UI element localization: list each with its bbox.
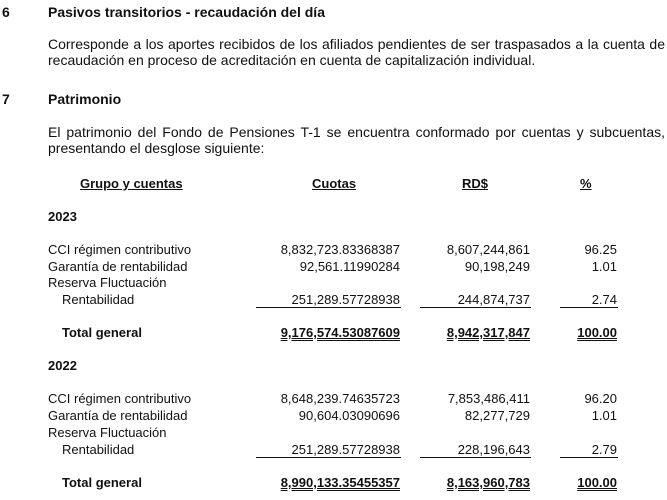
row-rd: 244,874,737 <box>457 292 530 307</box>
section-6-body: Corresponde a los aportes recibidos de los afiliados pendientes de ser traspasados a la cuenta de recaudación en proceso de acreditación en cuenta de capitalización individual. <box>48 36 665 68</box>
row-cuotas: 92,561.11990284 <box>299 259 400 274</box>
subtotal-underline <box>420 307 531 308</box>
section-6-title: Pasivos transitorios - recaudación del día <box>48 4 325 20</box>
row-cuotas: 251,289.57728938 <box>291 442 400 457</box>
total-label: Total general <box>62 325 142 340</box>
row-cuotas: 251,289.57728938 <box>291 292 400 307</box>
row-rd: 7,853,486,411 <box>447 391 530 406</box>
section-6-number: 6 <box>2 4 10 20</box>
header-group-accounts: Grupo y cuentas <box>80 176 183 191</box>
row-rd: 228,196,643 <box>457 442 530 457</box>
row-label: Rentabilidad <box>62 442 135 457</box>
row-rd: 90,198,249 <box>464 259 530 274</box>
row-percent: 1.01 <box>591 408 617 423</box>
subtotal-underline <box>560 457 618 458</box>
total-percent: 100.00 <box>577 325 617 340</box>
year-2023-label: 2023 <box>48 209 77 224</box>
row-label: CCI régimen contributivo <box>48 391 192 406</box>
year-2022-label: 2022 <box>48 358 77 373</box>
subtotal-underline <box>256 457 401 458</box>
row-label: Garantía de rentabilidad <box>48 408 188 423</box>
header-percent: % <box>580 176 592 191</box>
section-7-body: El patrimonio del Fondo de Pensiones T-1 se encuentra conformado por cuentas y subcuentas, presentando el desglose siguiente: <box>48 124 665 156</box>
row-label: Reserva Fluctuación <box>48 275 167 290</box>
subtotal-underline <box>420 457 531 458</box>
total-cuotas: 8,990,133.35455357 <box>280 475 400 490</box>
total-cuotas: 9,176,574.53087609 <box>280 325 400 340</box>
row-cuotas: 90,604.03090696 <box>298 408 400 423</box>
row-label: Rentabilidad <box>62 292 135 307</box>
section-7-title: Patrimonio <box>48 91 122 107</box>
row-cuotas: 8,832,723.83368387 <box>280 242 400 257</box>
row-percent: 96.25 <box>584 242 617 257</box>
header-cuotas: Cuotas <box>312 176 357 191</box>
header-rd: RD$ <box>462 176 489 191</box>
section-7-number: 7 <box>2 91 10 107</box>
row-percent: 2.79 <box>591 442 617 457</box>
row-rd: 82,277,729 <box>464 408 530 423</box>
row-label: CCI régimen contributivo <box>48 242 192 257</box>
total-percent: 100.00 <box>577 475 617 490</box>
row-label: Reserva Fluctuación <box>48 425 167 440</box>
row-label: Garantía de rentabilidad <box>48 259 188 274</box>
total-label: Total general <box>62 475 142 490</box>
row-rd: 8,607,244,861 <box>446 242 530 257</box>
row-percent: 1.01 <box>591 259 617 274</box>
subtotal-underline <box>256 307 401 308</box>
subtotal-underline <box>560 307 618 308</box>
total-rd: 8,163,960,783 <box>446 475 530 490</box>
row-cuotas: 8,648,239.74635723 <box>280 391 400 406</box>
row-percent: 2.74 <box>591 292 617 307</box>
total-rd: 8,942,317,847 <box>446 325 530 340</box>
row-percent: 96.20 <box>584 391 617 406</box>
